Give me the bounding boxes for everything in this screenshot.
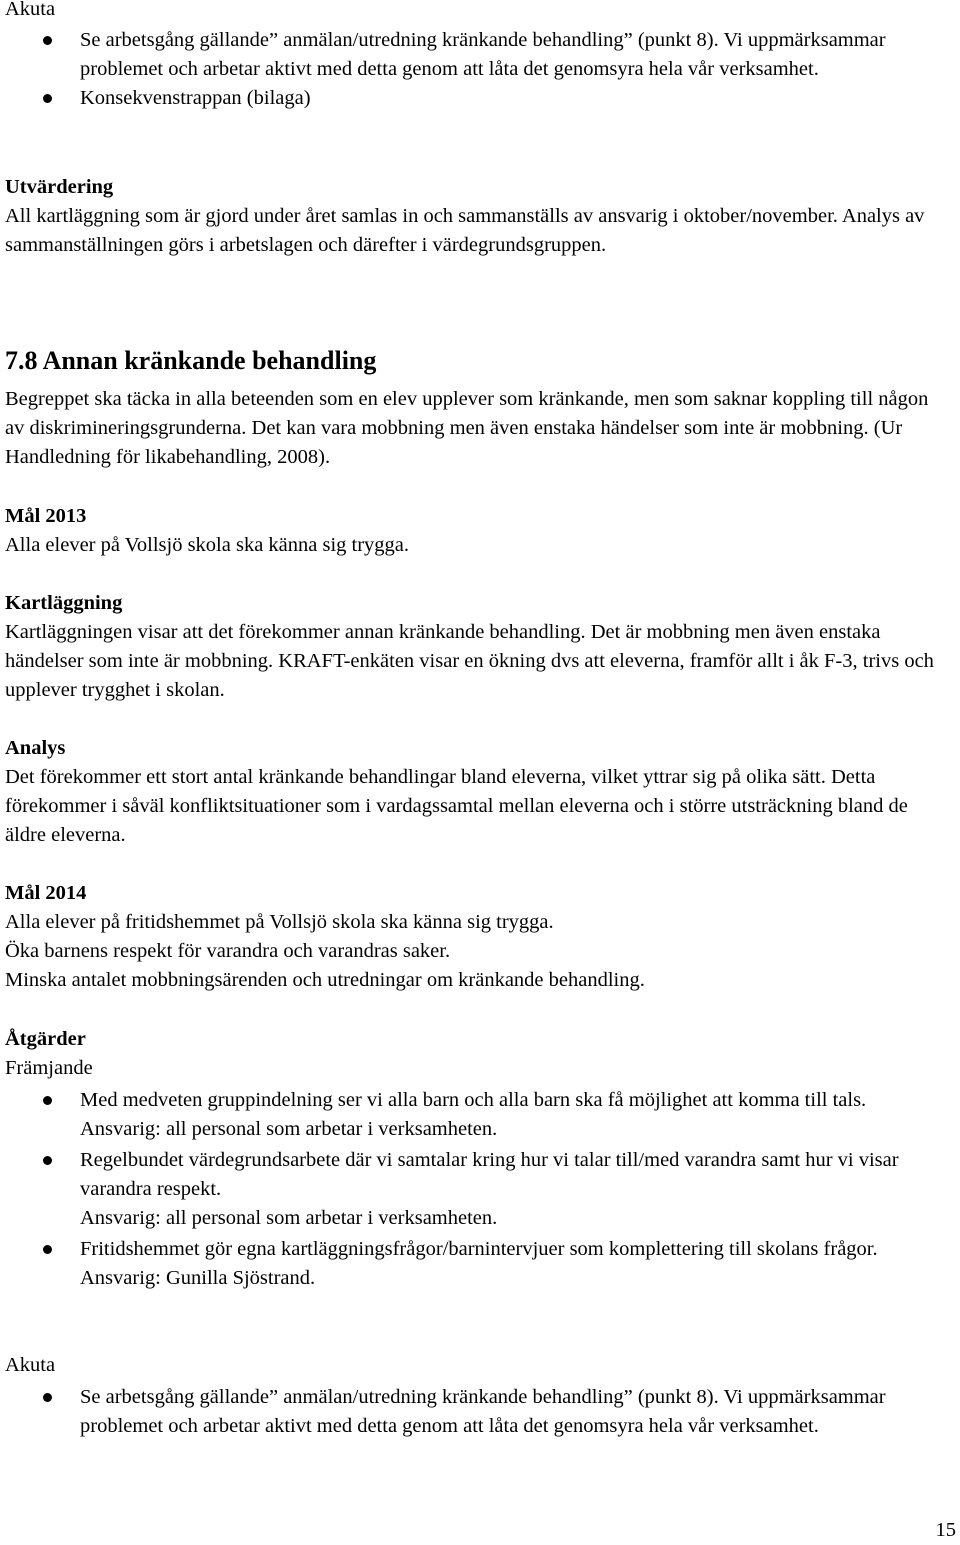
intro-section: [5, 385, 948, 472]
mal2014-section: [5, 879, 948, 995]
list-item: [5, 1383, 948, 1441]
list-item: [5, 1086, 948, 1144]
akuta-top-list: [5, 26, 948, 113]
bullet-icon: [43, 36, 52, 45]
akuta-bottom-label: Akuta: [5, 1354, 56, 1376]
mal2013-section: [5, 502, 948, 560]
kartlaggning-heading: Kartläggning: [5, 592, 123, 614]
bullet-icon: [43, 94, 52, 103]
utvardering-text: All kartläggning som är gjord under året samlas in och sammanställs av ansvarig i oktober/november. Analys av sammanställningen görs i arbetslagen och därefter i värdegrundsgruppen.: [5, 205, 925, 256]
list-item: [5, 1235, 948, 1293]
section-heading-wrap: [5, 345, 948, 377]
akuta-top-label: Akuta: [5, 0, 56, 20]
framjande-list-wrap: [5, 1086, 948, 1293]
page-number: 15: [935, 1519, 956, 1541]
analys-section: [5, 734, 948, 850]
mal2014-heading: Mål 2014: [5, 882, 87, 904]
mal2013-text: Alla elever på Vollsjö skola ska känna sig trygga.: [5, 534, 410, 556]
framjande-list: [5, 1086, 948, 1293]
atgarder-heading: Åtgärder: [5, 1028, 86, 1050]
akuta-bottom-item-1: Se arbetsgång gällande” anmälan/utredning kränkande behandling” (punkt 8). Vi uppmärksammar problemet och arbetar aktivt med detta genom att låta det genomsyra hela vår verksamhet.: [80, 1386, 886, 1437]
kartlaggning-section: [5, 589, 948, 705]
kartlaggning-text: Kartläggningen visar att det förekommer annan kränkande behandling. Det är mobbning men även enstaka händelser som inte är mobbning. KRAFT-enkäten visar en ökning dvs att eleverna, framför allt i åk F-3, trivs och upplever trygghet i skolan.: [5, 621, 934, 701]
framjande-item-1-ansvarig: Ansvarig: all personal som arbetar i verksamheten.: [80, 1118, 498, 1140]
akuta-top-item-1: Se arbetsgång gällande” anmälan/utredning kränkande behandling” (punkt 8). Vi uppmärksammar problemet och arbetar aktivt med detta genom att låta det genomsyra hela vår verksamhet.: [80, 29, 886, 80]
bullet-icon: [43, 1096, 52, 1105]
utvardering-heading: Utvärdering: [5, 176, 114, 198]
akuta-bottom-list-wrap: [5, 1383, 948, 1441]
section-heading: 7.8 Annan kränkande behandling: [5, 346, 377, 375]
akuta-bottom-list: [5, 1383, 948, 1441]
list-item: [5, 84, 948, 113]
list-item: [5, 1146, 948, 1233]
framjande-item-2-text: Regelbundet värdegrundsarbete där vi samtalar kring hur vi talar till/med varandra samt hur vi visar varandra respekt.: [80, 1149, 899, 1200]
list-item: [5, 26, 948, 84]
akuta-top-section: [5, 0, 948, 24]
framjande-item-2-ansvarig: Ansvarig: all personal som arbetar i verksamheten.: [80, 1207, 498, 1229]
intro-text: Begreppet ska täcka in alla beteenden som en elev upplever som kränkande, men som saknar koppling till någon av diskrimineringsgrunderna. Det kan vara mobbning men även enstaka händelser som inte är mobbning. (Ur Handledning för likabehandling, 2008).: [5, 388, 929, 468]
framjande-item-3-text: Fritidshemmet gör egna kartläggningsfrågor/barnintervjuer som komplettering till skolans frågor. Ansvarig: Gunilla Sjöstrand.: [80, 1238, 878, 1289]
analys-heading: Analys: [5, 737, 66, 759]
utvardering-section: [5, 173, 948, 260]
atgarder-section: [5, 1025, 948, 1083]
akuta-bottom-section: [5, 1351, 948, 1380]
mal2014-line-3: Minska antalet mobbningsärenden och utredningar om kränkande behandling.: [5, 969, 645, 991]
mal2013-heading: Mål 2013: [5, 505, 87, 527]
bullet-icon: [43, 1393, 52, 1402]
mal2014-line-2: Öka barnens respekt för varandra och varandras saker.: [5, 940, 451, 962]
akuta-top-item-2: Konsekvenstrappan (bilaga): [80, 87, 311, 109]
analys-text: Det förekommer ett stort antal kränkande behandlingar bland eleverna, vilket yttrar sig på olika sätt. Detta förekommer i såväl konfliktsituationer som i vardagssamtal mellan eleverna och i större utsträckning bland de äldre eleverna.: [5, 766, 908, 846]
bullet-icon: [43, 1245, 52, 1254]
bullet-icon: [43, 1156, 52, 1165]
framjande-label: Främjande: [5, 1057, 93, 1079]
akuta-top-list-wrap: [5, 26, 948, 113]
mal2014-line-1: Alla elever på fritidshemmet på Vollsjö skola ska känna sig trygga.: [5, 911, 554, 933]
framjande-item-1-text: Med medveten gruppindelning ser vi alla barn och alla barn ska få möjlighet att komma till tals.: [80, 1089, 867, 1111]
